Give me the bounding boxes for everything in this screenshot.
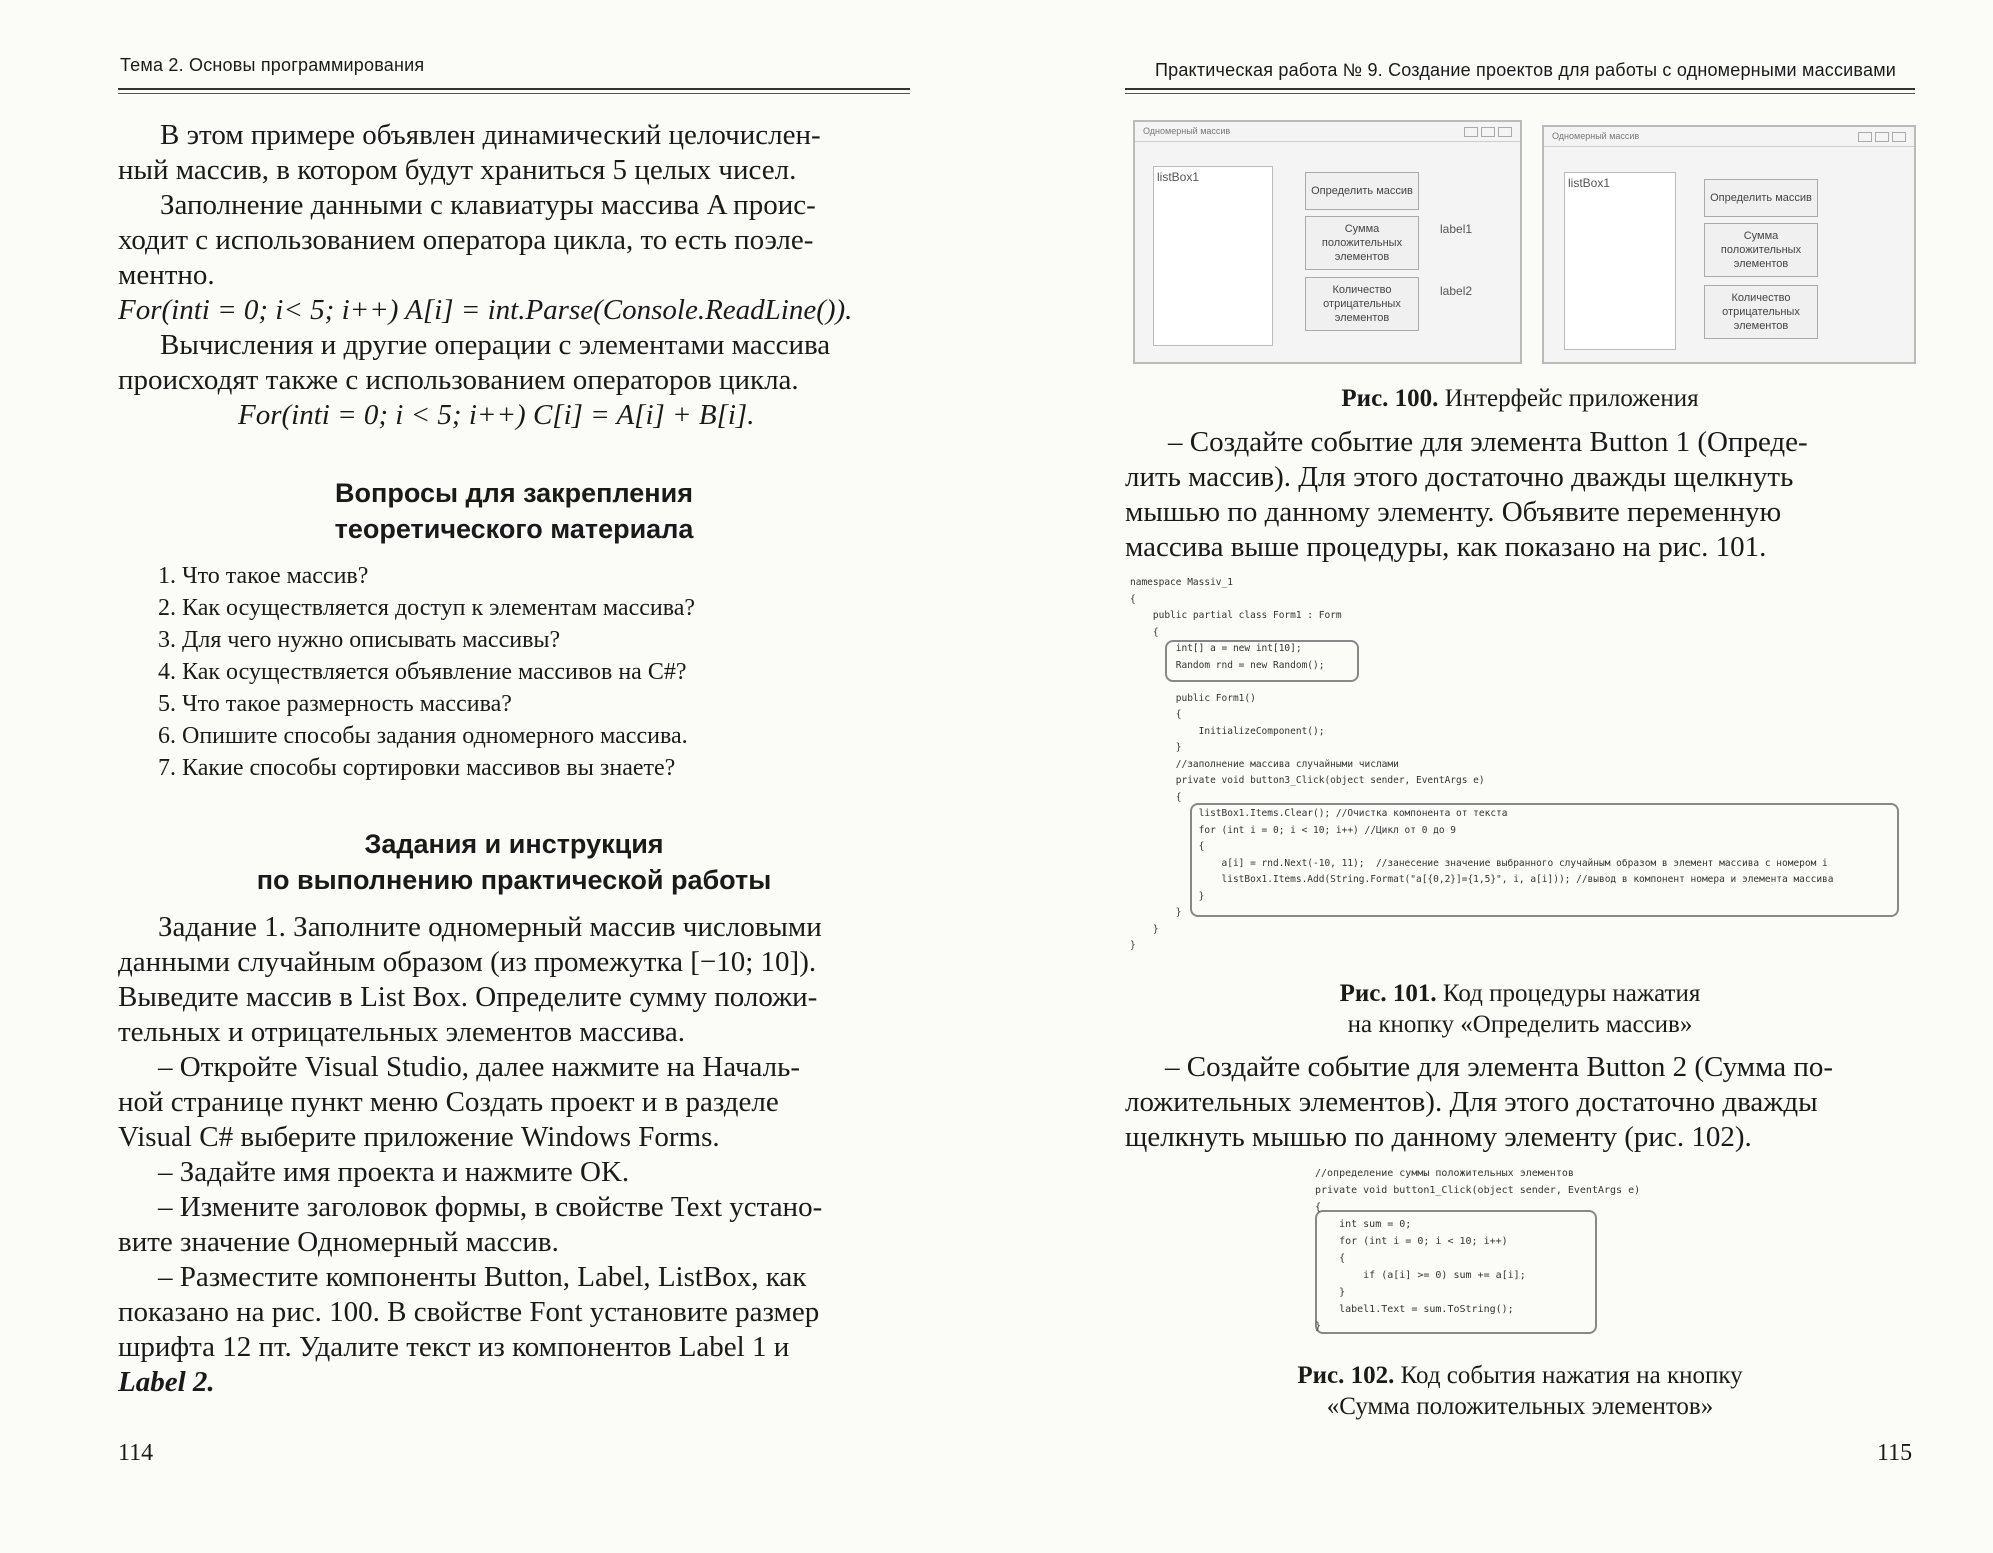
figure-101-caption [1125,978,1915,1040]
task-line: Выведите массив в List Box. Определите сумму положи- [118,981,818,1013]
heading-line: Вопросы для закрепления [335,478,693,508]
caption-line [1125,978,1915,1009]
caption-text: Код события нажатия на кнопку [1394,1362,1743,1389]
left-page [0,0,990,1553]
caption-line: на кнопку «Определить массив» [1347,1011,1693,1038]
caption-number: Рис. 101. [1339,980,1437,1007]
caption-text: Интерфейс приложения [1438,385,1699,412]
label1: label1 [1440,222,1473,236]
running-head: Практическая работа № 9. Создание проектов для работы с одномерными массивами [1155,60,1897,80]
sum-positive-button[interactable]: Сумма положительных элементов [1305,216,1419,270]
figure-102-caption [1125,1360,1915,1422]
list-item: 6. Опишите способы задания одномерного массива. [158,723,688,749]
right-page [1000,0,1993,1553]
task-line: вите значение Одномерный массив. [118,1226,559,1258]
text-line: – Создайте событие для элемента Button 2 (Сумма по- [1165,1051,1834,1083]
caption-line [1125,1360,1915,1391]
task-line: – Откройте Visual Studio, далее нажмите на Началь- [158,1051,801,1083]
task-line: – Задайте имя проекта и нажмите OK. [158,1156,630,1188]
page-number: 114 [118,1440,154,1466]
task-line: показано на рис. 100. В свойстве Font установите размер [118,1296,820,1328]
window-controls [1855,131,1906,142]
task-line: шрифта 12 пт. Удалите текст из компонентов Label 1 и [118,1331,790,1363]
header-rule [118,88,910,90]
close-icon [1498,127,1512,137]
intro-line: В этом примере объявлен динамический целочислен- [160,119,821,151]
intro-line: ный массив, в котором будут храниться 5 целых чисел. [118,154,797,186]
caption-number: Рис. 102. [1297,1362,1395,1389]
figure-100-caption [1125,383,1915,414]
code-formula: For(inti = 0; i < 5; i++) C[i] = A[i] + B[i]. [238,399,755,431]
questions-list [158,560,695,784]
list-item: 3. Для чего нужно описывать массивы? [158,627,561,653]
window-title-text: Одномерный массив [1552,131,1640,141]
minimize-icon [1858,132,1872,142]
task-line: Visual C# выберите приложение Windows Forms. [118,1121,720,1153]
intro-line: происходят также с использованием операторов цикла. [118,364,799,396]
task-line: тельных и отрицательных элементов массива. [118,1016,686,1048]
form-screenshot-runtime [1542,125,1916,364]
page-number: 115 [1877,1440,1913,1466]
heading-line: теоретического материала [334,514,694,544]
caption-line: «Сумма положительных элементов» [1326,1393,1714,1420]
define-array-button[interactable]: Определить массив [1305,172,1419,210]
text-line: лить массив). Для этого достаточно дважды щелкнуть [1125,461,1794,493]
count-negative-button[interactable]: Количество отрицательных элементов [1704,285,1818,339]
close-icon [1892,132,1906,142]
listbox[interactable]: listBox1 [1564,172,1676,350]
intro-line: ментно. [118,259,215,291]
task-line: – Измените заголовок формы, в свойстве Text устано- [158,1191,823,1223]
text-line: мышью по данному элементу. Объявите переменную [1125,496,1782,528]
code-block: namespace Massiv_1 { public partial class Form1 : Form { int[] a = new int[10]; Random rnd = new Random(); public Form1() { InitializeComponent(); } //заполнение массива случайными числами private void button3_Click(object sender, EventArgs e) { listBox1.Items.Clear(); //Очистка компонента от текста for (int i = 0; i < 10; i++) //Цикл от 0 до 9 { a[i] = rnd.Next(-10, 11); //занесение значение выбранного случайным образом в элемент массива с номером i listBox1.Items.Add(String.Format("a[{0,2}]={1,5}", i, a[i])); //вывод в компонент номера и элемента массива } } } } [1130,577,1834,951]
code-formula: For(inti = 0; i< 5; i++) A[i] = int.Parse(Console.ReadLine()). [118,294,853,326]
list-item: 2. Как осуществляется доступ к элементам массива? [158,595,696,621]
text-line: – Создайте событие для элемента Button 1 (Опреде- [1168,426,1808,458]
list-item: 1. Что такое массив? [158,563,369,589]
task-line: ной странице пункт меню Создать проект и в разделе [118,1086,779,1118]
window-controls [1461,126,1512,137]
tasks-heading [118,826,910,898]
intro-line: Заполнение данными с клавиатуры массива A проис- [160,189,816,221]
count-negative-button[interactable]: Количество отрицательных элементов [1305,277,1419,331]
questions-heading [118,475,910,547]
text-line: массива выше процедуры, как показано на рис. 101. [1125,531,1767,563]
intro-line: Вычисления и другие операции с элементами массива [160,329,831,361]
header-rule-thin [118,93,910,94]
window-title [1544,127,1914,147]
form-screenshot-design [1133,120,1522,364]
maximize-icon [1875,132,1889,142]
define-array-button[interactable]: Определить массив [1704,179,1818,217]
task-line: Label 2. [118,1366,215,1398]
text-line: ложительных элементов). Для этого достаточно дважды [1125,1086,1818,1118]
window-title [1135,122,1520,142]
code-block: //определение суммы положительных элементов private void button1_Click(object sender, EventArgs e) { int sum = 0; for (int i = 0; i < 10; i++) { if (a[i] >= 0) sum += a[i]; } label1.Text = sum.ToString(); } [1315,1168,1641,1332]
task-line: Задание 1. Заполните одномерный массив числовыми [158,911,822,943]
header-rule-thin [1125,93,1915,94]
label2: label2 [1440,284,1473,298]
maximize-icon [1481,127,1495,137]
minimize-icon [1464,127,1478,137]
intro-line: ходит с использованием оператора цикла, то есть поэле- [118,224,814,256]
text-line: щелкнуть мышью по данному элементу (рис. 102). [1125,1121,1752,1153]
list-item: 5. Что такое размерность массива? [158,691,512,717]
task-line: – Разместите компоненты Button, Label, ListBox, как [158,1261,807,1293]
heading-line: Задания и инструкция [364,829,664,859]
listbox[interactable]: listBox1 [1153,166,1273,346]
header-rule [1125,88,1915,90]
list-item: 7. Какие способы сортировки массивов вы знаете? [158,755,676,781]
list-item: 4. Как осуществляется объявление массивов на C#? [158,659,687,685]
running-head: Тема 2. Основы программирования [120,55,425,75]
sum-positive-button[interactable]: Сумма положительных элементов [1704,223,1818,277]
heading-line: по выполнению практической работы [256,865,772,895]
caption-number: Рис. 100. [1341,385,1439,412]
window-title-text: Одномерный массив [1143,126,1231,136]
task-line: данными случайным образом (из промежутка [−10; 10]). [118,946,817,978]
caption-text: Код процедуры нажатия [1436,980,1701,1007]
